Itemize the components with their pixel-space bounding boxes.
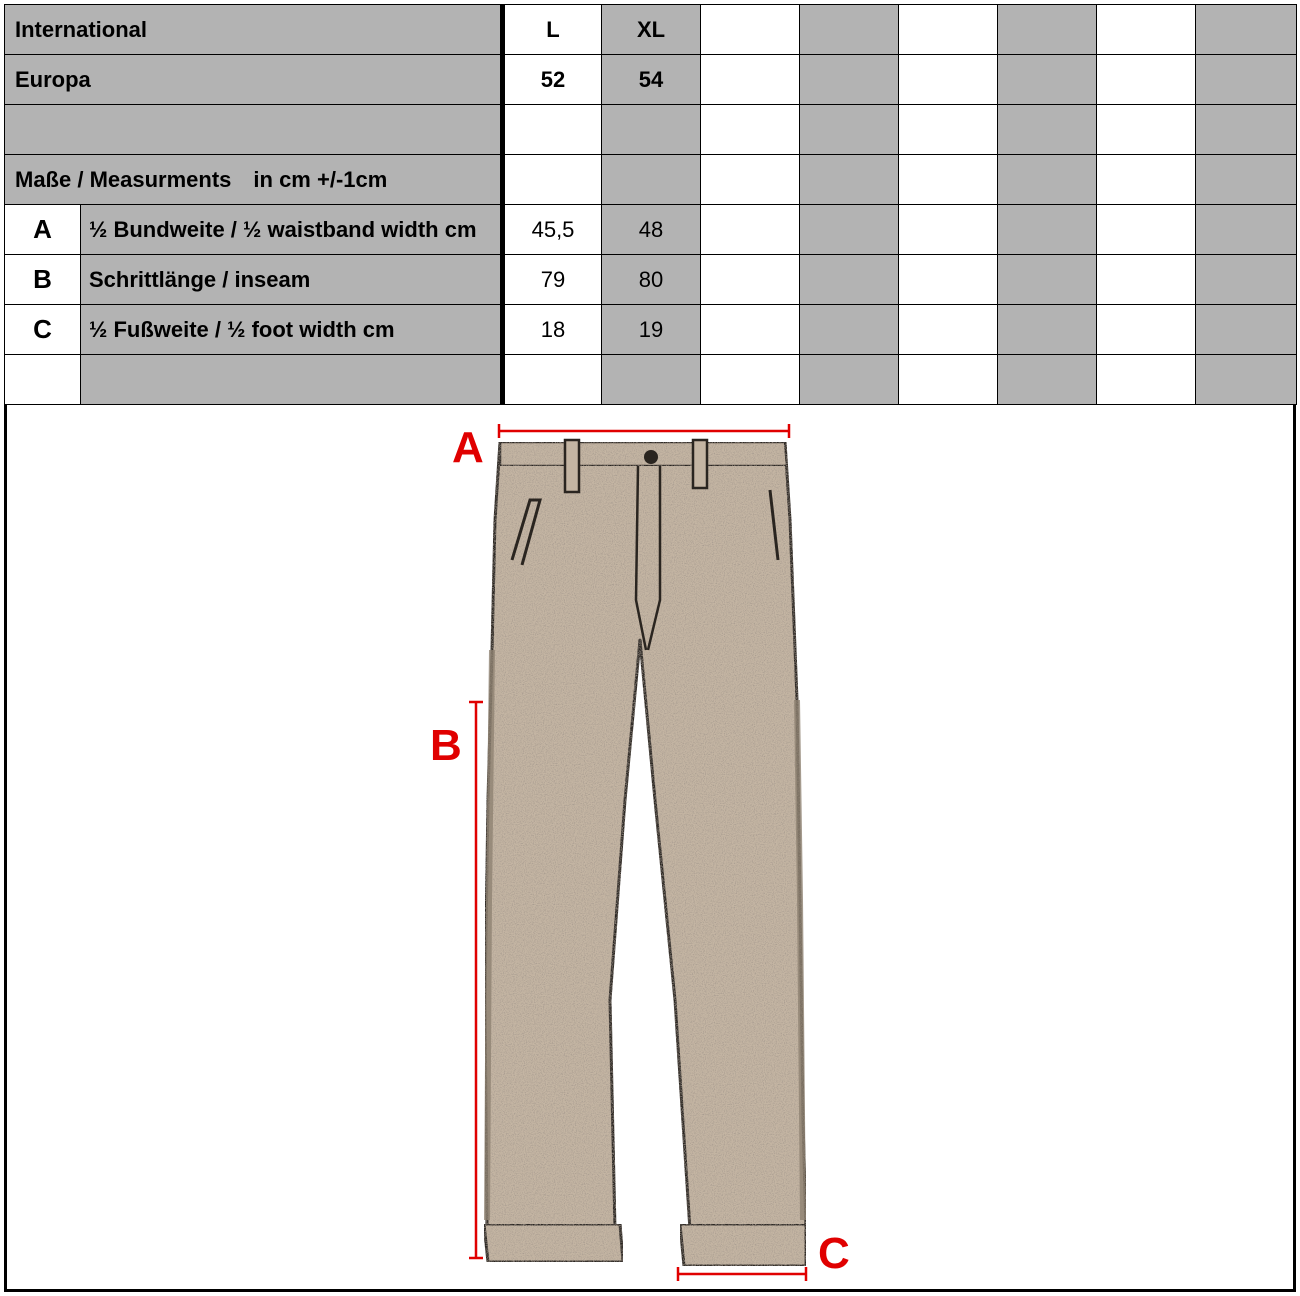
- marker-b: B: [430, 721, 462, 770]
- value-b-xl: 80: [602, 255, 701, 305]
- empty-cell: [1196, 355, 1297, 405]
- measure-letter-c: C: [5, 305, 81, 355]
- measure-letter-b: B: [5, 255, 81, 305]
- row-international: [5, 5, 1297, 55]
- empty-cell: [899, 105, 998, 155]
- empty-cell: [701, 5, 800, 55]
- empty-cell: [701, 55, 800, 105]
- empty-cell: [800, 105, 899, 155]
- row-measure-header: [5, 155, 1297, 205]
- empty-cell: [602, 105, 701, 155]
- empty-cell: [1196, 55, 1297, 105]
- empty-cell: [701, 155, 800, 205]
- europa-size-52: 52: [503, 55, 602, 105]
- empty-cell: [899, 55, 998, 105]
- empty-cell: [503, 355, 602, 405]
- empty-cell: [1097, 355, 1196, 405]
- row-europa: [5, 55, 1297, 105]
- marker-a: A: [452, 423, 484, 472]
- empty-cell: [1097, 5, 1196, 55]
- empty-cell: [602, 155, 701, 205]
- measure-label-b: Schrittlänge / inseam: [81, 255, 503, 305]
- empty-cell: [81, 355, 503, 405]
- empty-cell: [899, 5, 998, 55]
- measure-unit-note: in cm +/-1cm: [253, 166, 388, 192]
- empty-cell: [800, 55, 899, 105]
- empty-cell: [1097, 205, 1196, 255]
- empty-cell: [800, 205, 899, 255]
- empty-cell: [1097, 255, 1196, 305]
- row-blank: [5, 105, 1297, 155]
- empty-cell: [503, 105, 602, 155]
- measure-label-a: ½ Bundweite / ½ waistband width cm: [81, 205, 503, 255]
- empty-cell: [701, 255, 800, 305]
- empty-cell: [1196, 305, 1297, 355]
- empty-cell: [800, 305, 899, 355]
- empty-cell: [1097, 55, 1196, 105]
- empty-cell: [1196, 155, 1297, 205]
- empty-cell: [701, 205, 800, 255]
- international-label: International: [5, 5, 503, 55]
- empty-cell: [503, 155, 602, 205]
- empty-cell: [1196, 205, 1297, 255]
- empty-cell: [1196, 105, 1297, 155]
- empty-cell: [800, 355, 899, 405]
- empty-cell: [701, 355, 800, 405]
- row-measure-a: [5, 205, 1297, 255]
- empty-cell: [701, 305, 800, 355]
- empty-cell: [998, 255, 1097, 305]
- value-a-l: 45,5: [503, 205, 602, 255]
- empty-cell: [1196, 255, 1297, 305]
- value-c-xl: 19: [602, 305, 701, 355]
- empty-cell: [998, 355, 1097, 405]
- empty-cell: [899, 205, 998, 255]
- empty-cell: [998, 105, 1097, 155]
- europa-label: Europa: [5, 55, 503, 105]
- value-a-xl: 48: [602, 205, 701, 255]
- empty-cell: [998, 55, 1097, 105]
- empty-cell: [899, 255, 998, 305]
- empty-cell: [5, 355, 81, 405]
- empty-cell: [602, 355, 701, 405]
- empty-cell: [899, 305, 998, 355]
- measure-header-label: Maße / Measurments: [15, 166, 232, 192]
- empty-cell: [998, 205, 1097, 255]
- empty-cell: [800, 155, 899, 205]
- value-b-l: 79: [503, 255, 602, 305]
- empty-cell: [5, 105, 503, 155]
- measure-header: [5, 155, 503, 205]
- row-measure-c: [5, 305, 1297, 355]
- measure-letter-a: A: [5, 205, 81, 255]
- empty-cell: [1196, 5, 1297, 55]
- empty-cell: [998, 5, 1097, 55]
- row-measure-empty: [5, 355, 1297, 405]
- size-table: [4, 4, 1297, 405]
- empty-cell: [1097, 105, 1196, 155]
- empty-cell: [1097, 305, 1196, 355]
- empty-cell: [899, 155, 998, 205]
- empty-cell: [800, 255, 899, 305]
- europa-size-54: 54: [602, 55, 701, 105]
- value-c-l: 18: [503, 305, 602, 355]
- empty-cell: [899, 355, 998, 405]
- marker-c: C: [818, 1229, 850, 1278]
- empty-cell: [1097, 155, 1196, 205]
- empty-cell: [701, 105, 800, 155]
- row-measure-b: [5, 255, 1297, 305]
- empty-cell: [998, 155, 1097, 205]
- empty-cell: [998, 305, 1097, 355]
- size-l: L: [503, 5, 602, 55]
- empty-cell: [800, 5, 899, 55]
- size-xl: XL: [602, 5, 701, 55]
- measure-label-c: ½ Fußweite / ½ foot width cm: [81, 305, 503, 355]
